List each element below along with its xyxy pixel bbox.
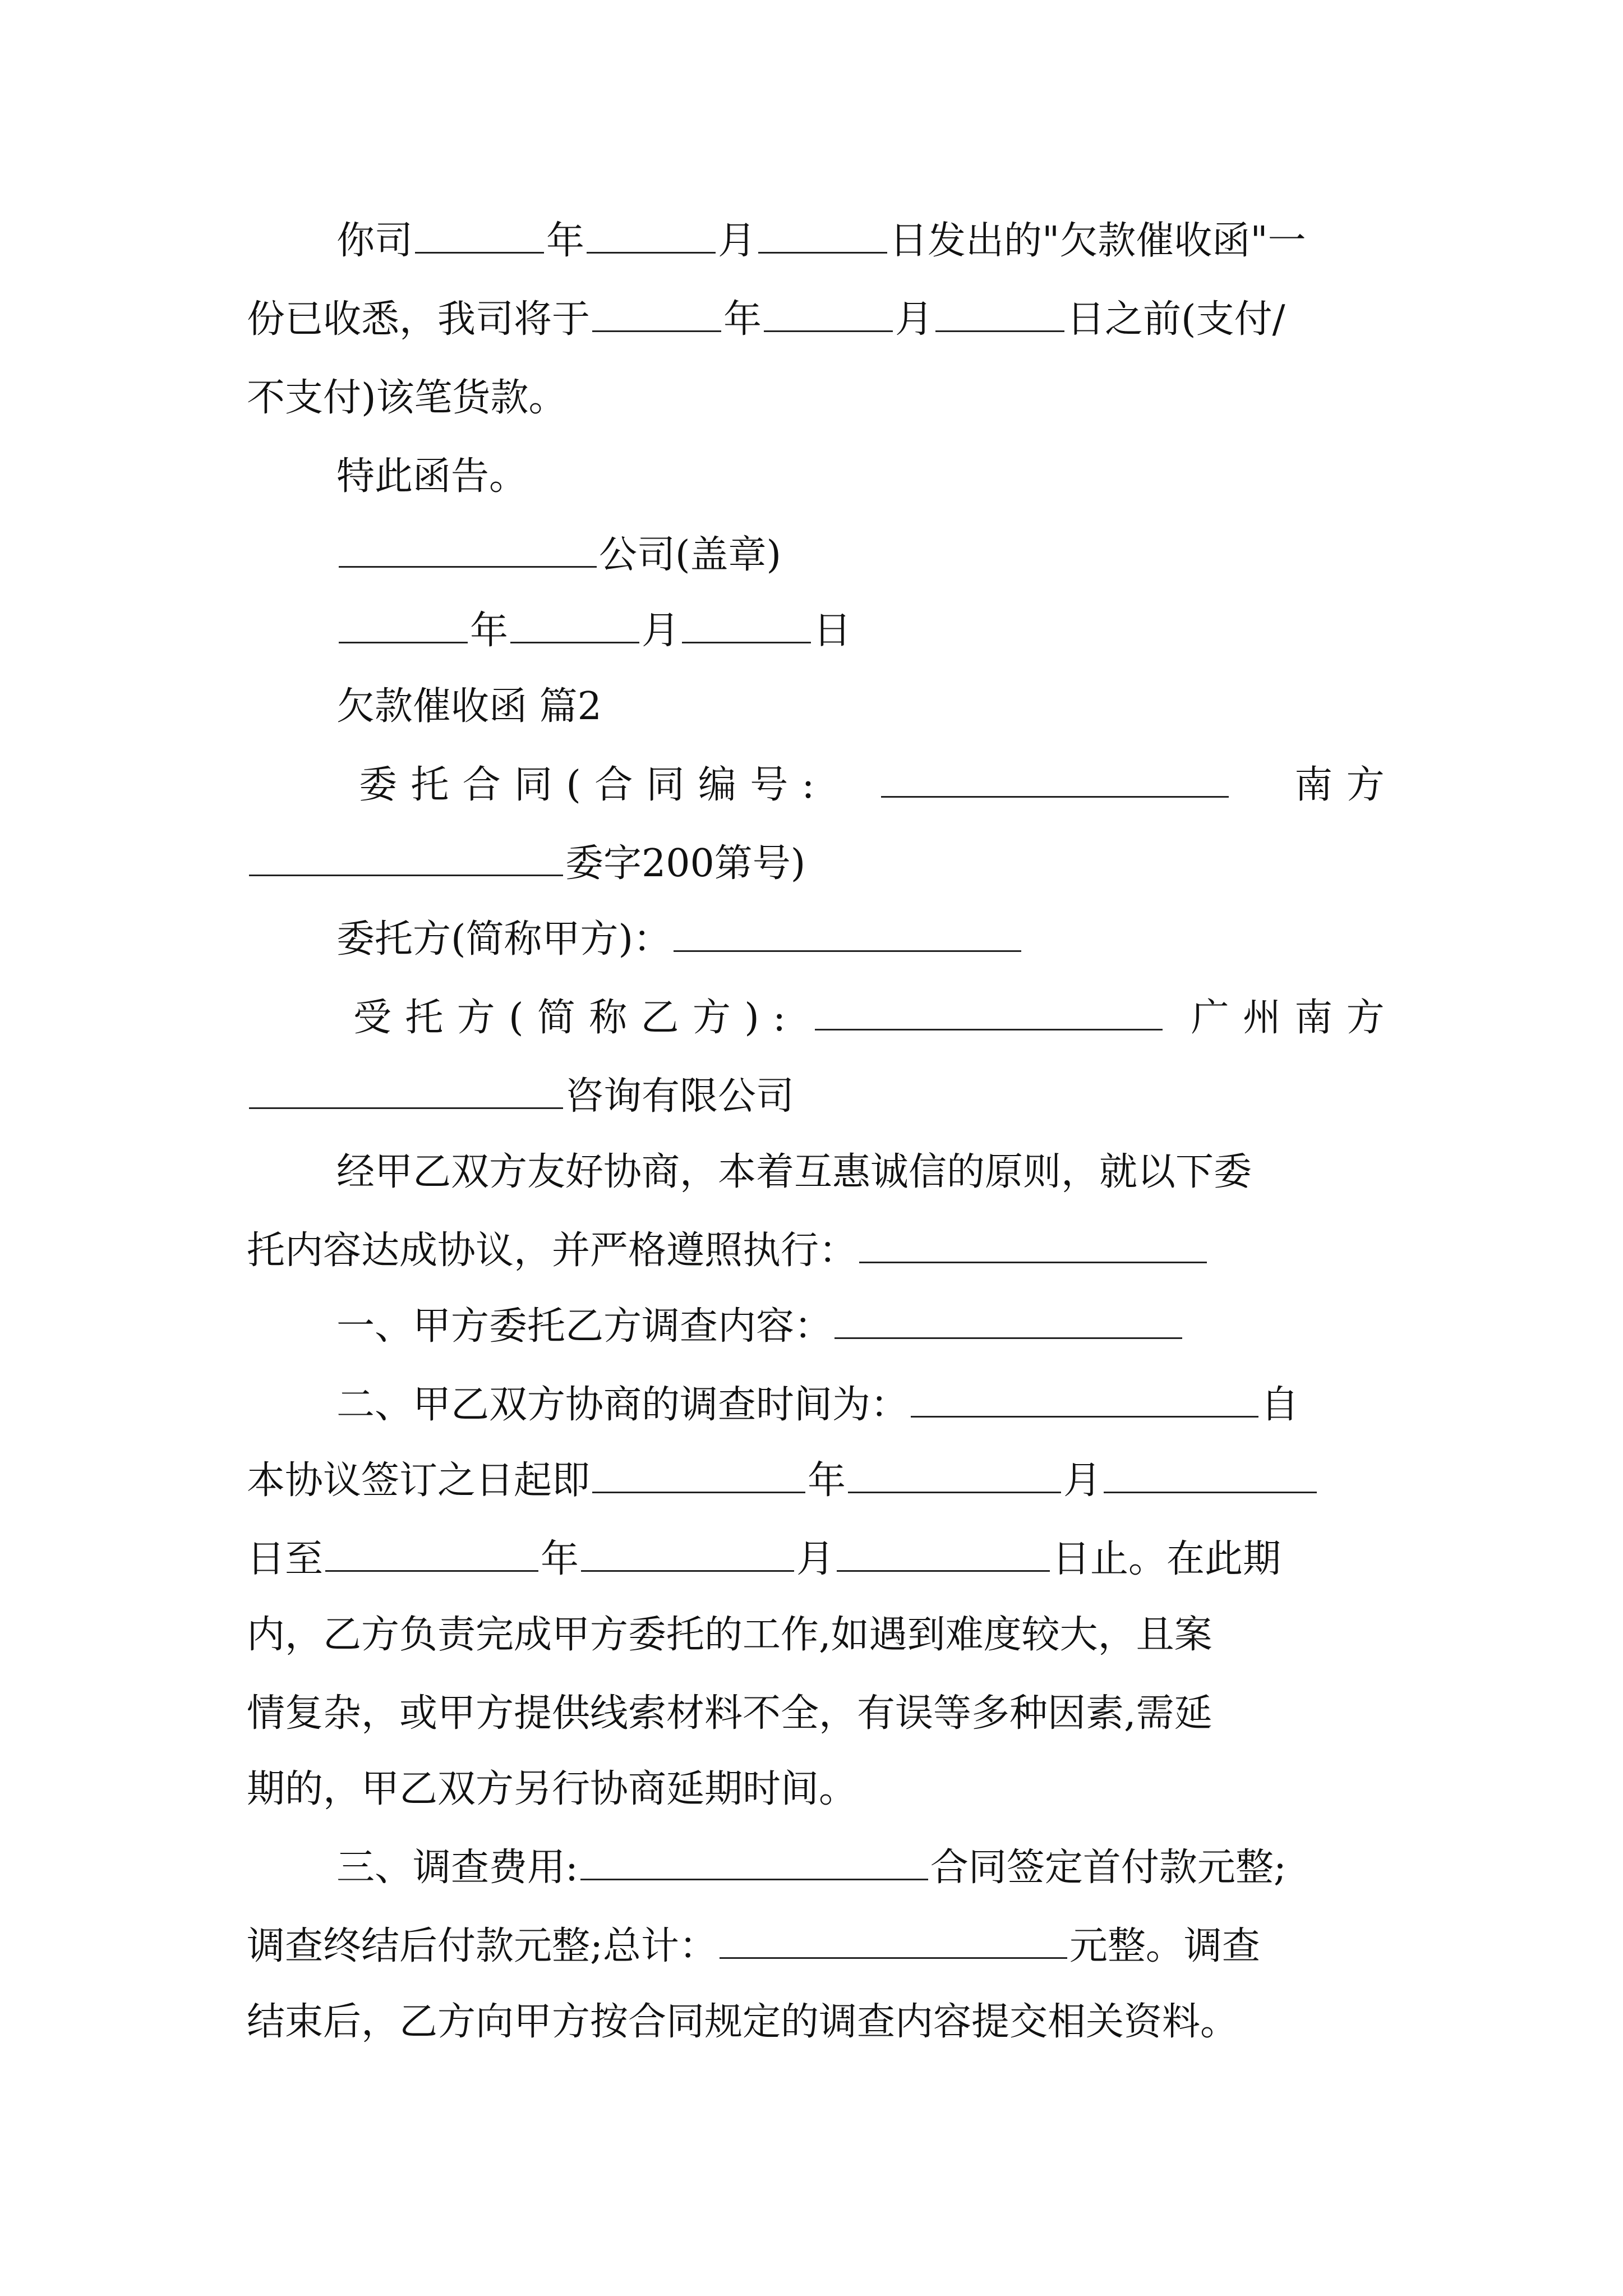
text: 不支付)该笔货款。 (247, 376, 567, 420)
text: 月 (642, 609, 680, 653)
text: 二、甲乙双方协商的调查时间为： (336, 1383, 909, 1427)
text: 年 (541, 1537, 579, 1581)
text: 期的，甲乙双方另行协商延期时间。 (247, 1767, 857, 1811)
text: 元整。调查 (1069, 1924, 1260, 1968)
text: 南 方 (1294, 763, 1385, 807)
agent-line2 (247, 1063, 794, 1130)
text: 咨询有限公司 (565, 1074, 795, 1119)
blank-field (1104, 1461, 1317, 1493)
blank-field (249, 1077, 563, 1109)
blank-field (592, 300, 721, 332)
text: 份已收悉，我司将于 (247, 297, 591, 342)
blank-field (859, 1231, 1207, 1263)
text: 托内容达成协议，并严格遵照执行： (247, 1228, 857, 1273)
blank-field (682, 611, 811, 643)
signature-company-line (336, 522, 781, 589)
text: 情复杂，或甲方提供线索材料不全，有误等多种因素,需延 (247, 1691, 1212, 1736)
blank-field (911, 1386, 1258, 1418)
para1-line1 (336, 208, 1306, 275)
blank-field (325, 1540, 538, 1572)
text: 月 (895, 297, 934, 342)
text: 日至 (247, 1537, 324, 1581)
text: 广 州 南 方 (1191, 996, 1385, 1040)
text: 年 (723, 297, 762, 342)
text: 年 (546, 219, 585, 263)
item3-line1 (336, 1834, 1287, 1902)
text: 日 (813, 609, 852, 653)
item3-line2 (247, 1913, 1260, 1980)
text: 特此函告。 (336, 454, 528, 499)
para1-line3 (247, 365, 567, 432)
blank-field (581, 1540, 794, 1572)
item2-line6 (247, 1756, 857, 1823)
blank-field (815, 999, 1163, 1030)
intro-line2 (247, 1217, 1209, 1285)
blank-field (587, 222, 716, 254)
notice-line (336, 443, 527, 510)
item3-line3 (247, 1989, 1238, 2056)
blank-field (339, 611, 468, 643)
text: 委 托 合 同 ( 合 同 编 号 : (359, 763, 815, 807)
text: 经甲乙双方友好协商，本着互惠诚信的原则，就以下委 (336, 1150, 1252, 1194)
blank-field (834, 1307, 1182, 1339)
text: 欠款催收函 篇2 (336, 684, 602, 729)
text: 本协议签订之日起即 (247, 1458, 591, 1503)
text: 结束后，乙方向甲方按合同规定的调查内容提交相关资料。 (247, 2000, 1239, 2044)
blank-field (720, 1927, 1067, 1959)
agent-line1 (353, 984, 1385, 1052)
blank-field (935, 300, 1064, 332)
text: 一、甲方委托乙方调查内容： (336, 1304, 833, 1349)
blank-field (249, 844, 563, 876)
signature-date-line (336, 597, 851, 665)
blank-field (758, 222, 887, 254)
text: 日止。在此期 (1052, 1537, 1281, 1581)
contract-line1 (359, 752, 1385, 819)
item2-line4 (247, 1602, 1212, 1669)
text: 自 (1261, 1383, 1299, 1427)
item2-line1 (336, 1372, 1299, 1439)
text: 月 (796, 1537, 835, 1581)
text: 日发出的"欠款催收函"一 (889, 219, 1306, 263)
blank-field (881, 766, 1229, 798)
text: 年 (808, 1458, 846, 1503)
item2-line2 (247, 1447, 1319, 1515)
blank-field (592, 1461, 805, 1493)
section-title (336, 673, 602, 740)
text: 三、调查费用: (336, 1846, 578, 1890)
text: 委托方(简称甲方)： (336, 917, 672, 961)
item1-line (336, 1293, 1184, 1360)
blank-field (510, 611, 639, 643)
blank-field (837, 1540, 1050, 1572)
text: 调查终结后付款元整;总计： (247, 1924, 717, 1968)
text: 日之前(支付/ (1067, 297, 1285, 342)
blank-field (674, 920, 1021, 952)
blank-field (415, 222, 544, 254)
item2-line5 (247, 1680, 1212, 1747)
text: 月 (718, 219, 757, 263)
text: 合同签定首付款元整; (930, 1846, 1287, 1890)
intro-line1 (336, 1139, 1252, 1206)
text: 委字200第号) (565, 841, 806, 886)
contract-line2 (247, 830, 805, 898)
para1-line2 (247, 286, 1285, 353)
text: 你司 (336, 219, 413, 263)
text: 受 托 方 ( 简 称 乙 方 ) : (353, 996, 787, 1040)
blank-field (580, 1848, 928, 1880)
blank-field (764, 300, 893, 332)
text: 内，乙方负责完成甲方委托的工作,如遇到难度较大，且案 (247, 1613, 1212, 1657)
client-line (336, 906, 1023, 973)
text: 公司(盖章) (599, 533, 782, 577)
item2-line3 (247, 1526, 1281, 1593)
blank-field (848, 1461, 1061, 1493)
text: 年 (470, 609, 509, 653)
blank-field (339, 536, 597, 568)
text: 月 (1063, 1458, 1102, 1503)
